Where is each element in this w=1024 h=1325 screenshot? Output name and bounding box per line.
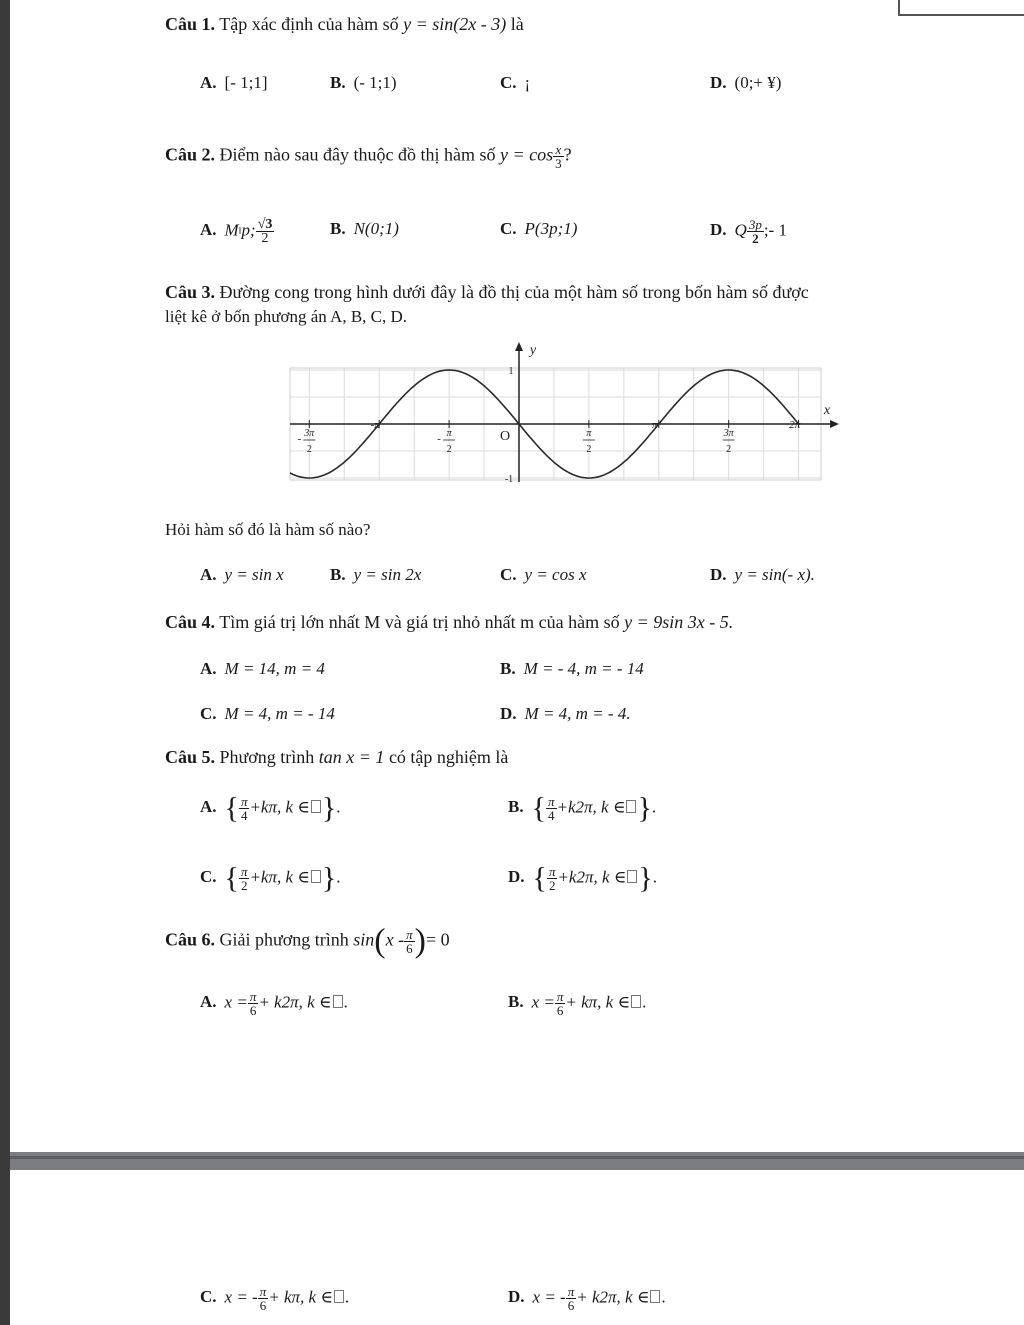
option-label: C.: [500, 73, 517, 92]
fraction-numerator: π: [406, 927, 413, 942]
solution-fraction: [258, 1285, 269, 1312]
solution-fraction: [546, 795, 557, 822]
solution-fraction: [239, 865, 250, 892]
option-label: A.: [200, 992, 217, 1012]
x-tick-numerator: π: [586, 428, 592, 439]
option-end: .: [642, 992, 647, 1012]
option-label: C.: [500, 219, 517, 238]
q3-option-c[interactable]: [500, 564, 587, 586]
solution-rest: +kπ, k ∈: [249, 797, 310, 817]
question-2-fraction: [553, 143, 564, 170]
x-tick-label: -π: [370, 419, 380, 431]
x-tick-denominator: 2: [586, 444, 592, 455]
option-label: D.: [710, 565, 727, 584]
x-tick-sign: -: [297, 433, 302, 445]
question-6-equals: = 0: [425, 929, 450, 950]
question-6-inner: x -: [385, 929, 405, 950]
question-2-label: Câu 2.: [165, 144, 216, 165]
fraction-numerator: π: [259, 1284, 267, 1299]
question-1-suffix: là: [510, 14, 524, 34]
option-end: .: [344, 1287, 350, 1307]
fraction-numerator: x: [553, 143, 564, 157]
solution-rest: + k2π, k ∈: [576, 1287, 650, 1307]
option-label: B.: [330, 219, 346, 238]
option-label: C.: [200, 1287, 217, 1307]
question-4-text: Tìm giá trị lớn nhất M và giá trị nhỏ nhất m của hàm số: [219, 612, 620, 632]
q2-option-d[interactable]: [710, 218, 787, 245]
graph-tick-labels: [297, 343, 830, 485]
option-text: (0;+ ¥): [734, 73, 782, 92]
fraction-denominator: 2: [752, 231, 759, 246]
question-5: [165, 746, 508, 768]
question-4-expr: y = 9sin 3x - 5.: [624, 612, 734, 632]
solution-rest: +kπ, k ∈: [249, 867, 310, 887]
fraction-numerator: π: [556, 989, 564, 1004]
option-label: A.: [200, 659, 217, 678]
q4-option-d[interactable]: [500, 703, 631, 725]
q3-option-d[interactable]: [710, 564, 815, 586]
option-text: N(0;1): [353, 219, 399, 238]
fraction-denominator: 4: [548, 808, 555, 823]
top-right-frame: [898, 0, 1024, 16]
left-paren: (: [374, 922, 386, 960]
fraction-denominator: 6: [556, 1003, 564, 1018]
q5-option-a[interactable]: [200, 791, 341, 825]
option-label: D.: [508, 867, 525, 887]
question-2-expr-lhs: y = cos: [499, 144, 554, 165]
x-tick-denominator: 2: [726, 444, 732, 455]
option-label: B.: [508, 992, 524, 1012]
q4-option-c[interactable]: [200, 703, 335, 725]
integer-set-glyph: [334, 1290, 344, 1303]
x-tick-sign: -: [437, 433, 441, 445]
option-text: M = 14, m = 4: [224, 659, 325, 678]
fraction-denominator: 4: [240, 808, 248, 823]
fraction-numerator: 3p: [748, 217, 762, 232]
point-coord-fraction: [256, 218, 275, 245]
integer-set-glyph: [311, 800, 321, 813]
option-label: D.: [710, 73, 727, 92]
fraction-denominator: 6: [249, 1003, 257, 1018]
option-text: y = sin x: [224, 565, 284, 584]
fraction-denominator: 2: [261, 231, 269, 246]
question-1-label: Câu 1.: [165, 14, 216, 34]
solution-rest: +k2π, k ∈: [557, 867, 627, 887]
y-tick-label: -1: [504, 474, 514, 485]
option-end: .: [343, 992, 348, 1012]
option-end: .: [336, 797, 341, 817]
fraction-denominator: 2: [240, 878, 248, 893]
page-separator: [10, 1152, 1024, 1170]
option-label: C.: [500, 565, 517, 584]
integer-set-glyph: [627, 870, 637, 883]
question-1: [165, 13, 524, 35]
solution-fraction: [239, 795, 250, 822]
option-text: y = sin(- x).: [734, 565, 815, 584]
solution-lhs: x = -: [224, 1287, 258, 1307]
solution-lhs: x =: [531, 992, 555, 1012]
q4-option-b[interactable]: [500, 658, 644, 680]
x-tick-denominator: 2: [446, 444, 452, 455]
left-brace: {: [532, 861, 547, 895]
option-label: D.: [508, 1287, 525, 1307]
q2-option-c[interactable]: [500, 218, 577, 240]
solution-rest: + k2π, k ∈: [258, 992, 332, 1012]
left-brace: {: [531, 791, 546, 825]
option-label: B.: [330, 73, 346, 92]
question-3-ask: Hỏi hàm số đó là hàm số nào?: [165, 520, 371, 539]
left-brace: {: [224, 791, 239, 825]
right-brace: }: [321, 791, 337, 825]
left-window-border: [0, 0, 10, 1325]
right-brace: }: [637, 791, 652, 825]
question-3-text: Đường cong trong hình dưới đây là đồ thị của một hàm số trong bốn hàm số được: [219, 282, 809, 302]
fraction-numerator: √3: [257, 217, 273, 232]
fraction-denominator: 6: [567, 1298, 575, 1313]
fraction-denominator: 3: [555, 156, 562, 171]
y-axis-label: y: [529, 343, 537, 358]
option-text: M = 4, m = - 14: [224, 704, 335, 723]
question-6-fraction: [404, 928, 415, 955]
question-6: [165, 922, 450, 960]
solution-fraction: [566, 1285, 577, 1312]
option-label: B.: [508, 797, 524, 817]
q2-option-a[interactable]: [200, 218, 274, 245]
y-tick-label: 1: [508, 366, 514, 377]
question-6-text: Giải phương trình: [219, 929, 349, 950]
point-coord-y: ;- 1: [763, 220, 787, 240]
question-2-suffix: ?: [563, 144, 572, 165]
option-label: A.: [200, 565, 217, 584]
fraction-numerator: π: [548, 794, 555, 809]
option-end: .: [652, 867, 658, 887]
point-coord-x: p;: [241, 220, 256, 240]
fraction-numerator: π: [548, 864, 556, 879]
fraction-numerator: π: [567, 1284, 575, 1299]
x-tick-numerator: 3π: [723, 428, 734, 439]
option-label: D.: [710, 220, 727, 240]
fraction-numerator: π: [240, 864, 248, 879]
option-text: y = sin 2x: [353, 565, 422, 584]
integer-set-glyph: [311, 870, 321, 883]
solution-rest: + kπ, k ∈: [268, 1287, 333, 1307]
left-brace: {: [224, 861, 239, 895]
solution-rest: +k2π, k ∈: [556, 797, 626, 817]
option-label: B.: [500, 659, 516, 678]
question-3-line-1: [165, 281, 809, 303]
x-tick-numerator: π: [446, 428, 452, 439]
option-text: M = 4, m = - 4.: [524, 704, 631, 723]
garbled-bracket-glyph: ǁ: [238, 226, 242, 237]
question-6-label: Câu 6.: [165, 929, 216, 950]
x-tick-label: π: [652, 419, 658, 431]
solution-fraction: [547, 865, 558, 892]
function-graph: [285, 338, 845, 498]
option-label: A.: [200, 220, 217, 240]
q6-option-d[interactable]: [508, 1285, 666, 1312]
right-brace: }: [638, 861, 653, 895]
option-text: [- 1;1]: [224, 73, 268, 92]
option-text: ¡: [524, 73, 531, 92]
graph-axes: [290, 342, 839, 482]
q6-option-a[interactable]: [200, 990, 348, 1017]
fraction-numerator: π: [240, 794, 248, 809]
question-1-text: Tập xác định của hàm số: [219, 14, 399, 34]
solution-lhs: x =: [224, 992, 248, 1012]
q2-option-b[interactable]: [330, 218, 399, 240]
x-axis-arrow: [830, 420, 839, 428]
point-coord-fraction: [747, 218, 764, 245]
option-text: P(3p;1): [524, 219, 578, 238]
fraction-denominator: 2: [548, 878, 556, 893]
separator-line: [10, 1156, 1024, 1159]
x-tick-label: 2π: [789, 419, 801, 431]
question-4: [165, 611, 733, 633]
option-text: M = - 4, m = - 14: [523, 659, 644, 678]
question-5-expr: tan x = 1: [318, 747, 385, 767]
right-paren: ): [414, 922, 426, 960]
q5-option-d[interactable]: [508, 861, 658, 895]
question-5-label: Câu 5.: [165, 747, 216, 767]
integer-set-glyph: [631, 995, 641, 1008]
point-name: M: [224, 220, 239, 240]
x-tick-denominator: 2: [306, 444, 312, 455]
solution-fraction: [248, 990, 259, 1017]
solution-rest: + kπ, k ∈: [565, 992, 631, 1012]
q3-option-b[interactable]: [330, 564, 421, 586]
fraction-denominator: 6: [259, 1298, 267, 1313]
option-text: y = cos x: [524, 565, 587, 584]
question-6-sin: sin: [353, 929, 375, 950]
x-axis-label: x: [823, 403, 831, 418]
q1-option-c[interactable]: [500, 72, 530, 94]
question-2: [165, 143, 572, 170]
right-brace: }: [321, 861, 337, 895]
solution-lhs: x = -: [532, 1287, 566, 1307]
question-5-suffix: có tập nghiệm là: [388, 747, 509, 767]
q6-option-c[interactable]: [200, 1285, 349, 1312]
option-end: .: [651, 797, 657, 817]
question-3-line-2: liệt kê ở bốn phương án A, B, C, D.: [165, 307, 408, 326]
question-2-text: Điểm nào sau đây thuộc đồ thị hàm số: [219, 144, 496, 165]
option-label: C.: [200, 704, 217, 723]
option-label: A.: [200, 797, 217, 817]
option-label: B.: [330, 565, 346, 584]
x-tick-numerator: 3π: [304, 428, 315, 439]
integer-set-glyph: [650, 1290, 660, 1303]
point-name: Q: [734, 220, 747, 240]
question-5-text: Phương trình: [219, 747, 315, 767]
option-end: .: [661, 1287, 666, 1307]
origin-label: O: [499, 429, 511, 444]
option-text: (- 1;1): [353, 73, 397, 92]
q1-option-a[interactable]: [200, 72, 268, 94]
q1-option-d[interactable]: [710, 72, 781, 94]
option-label: C.: [200, 867, 217, 887]
option-label: D.: [500, 704, 517, 723]
integer-set-glyph: [626, 800, 636, 813]
q6-option-b[interactable]: [508, 990, 646, 1017]
q5-option-b[interactable]: [508, 791, 657, 825]
integer-set-glyph: [333, 995, 343, 1008]
fraction-denominator: 6: [406, 941, 413, 956]
q1-option-b[interactable]: [330, 72, 397, 94]
q4-option-a[interactable]: [200, 658, 325, 680]
q3-option-a[interactable]: [200, 564, 284, 586]
question-3-label: Câu 3.: [165, 282, 216, 302]
y-axis-arrow: [515, 342, 523, 351]
question-4-label: Câu 4.: [165, 612, 216, 632]
option-end: .: [336, 867, 341, 887]
fraction-numerator: π: [249, 989, 257, 1004]
question-1-expr: y = sin(2x - 3): [403, 14, 507, 34]
solution-fraction: [555, 990, 566, 1017]
q5-option-c[interactable]: [200, 861, 341, 895]
option-label: A.: [200, 73, 217, 92]
